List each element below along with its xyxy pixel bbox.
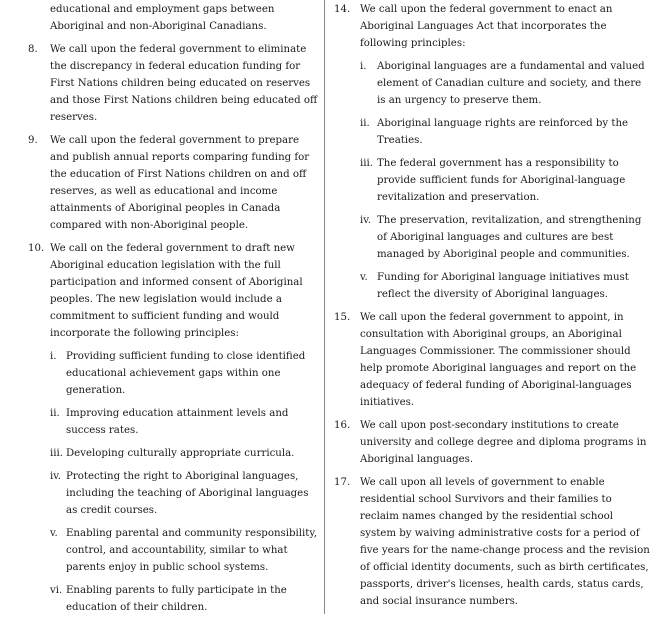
principle-item <box>334 58 650 109</box>
principle-item <box>334 115 650 149</box>
item-number: 16. <box>334 420 351 431</box>
principle-text: The preservation, revitalization, and strengthening of Aboriginal languages and cultures are best managed by Aboriginal people and communities. <box>377 215 642 260</box>
principle-number: i. <box>50 351 57 362</box>
item-text: We call upon the federal government to prepare and publish annual reports comparing funding for the education of First Nations children on and off reserves, as well as educational and income attainments of Aboriginal peoples in Canada compared with non-Aboriginal people. <box>50 135 310 231</box>
principle-item <box>0 405 318 439</box>
principle-number: i. <box>360 61 367 72</box>
right-column <box>334 0 650 616</box>
item-text: We call upon post-secondary institutions to create university and college degree and diploma programs in Aboriginal languages. <box>360 420 647 465</box>
principle-text: Enabling parents to fully participate in the education of their children. <box>66 585 287 613</box>
principle-item <box>0 468 318 519</box>
principles-list <box>334 58 650 303</box>
principle-number: iv. <box>50 471 62 482</box>
item-number: 9. <box>28 135 38 146</box>
principle-text: The federal government has a responsibility to provide sufficient funds for Aboriginal-language revitalization and preservation. <box>377 158 626 203</box>
call-to-action-17 <box>334 474 650 610</box>
principle-text: Enabling parental and community responsibility, control, and accountability, similar to what parents enjoy in public school systems. <box>66 528 318 573</box>
item-number: 8. <box>28 44 38 55</box>
item-text: We call upon the federal government to appoint, in consultation with Aboriginal groups, an Aboriginal Languages Commissioner. The commissioner should help promote Aboriginal languages and report on the adequacy of federal funding of Aboriginal-languages initiatives. <box>360 312 637 408</box>
continued-paragraph: educational and employment gaps between Aboriginal and non-Aboriginal Canadians. <box>50 4 275 32</box>
principle-number: ii. <box>50 408 60 419</box>
call-to-action-9 <box>0 132 318 234</box>
principle-number: vi. <box>50 585 63 596</box>
principle-number: iv. <box>360 215 372 226</box>
principle-number: iii. <box>50 448 64 459</box>
principle-number: ii. <box>360 118 370 129</box>
principles-list <box>0 348 318 616</box>
call-to-action-16 <box>334 417 650 468</box>
item-number: 14. <box>334 4 351 15</box>
call-to-action-15 <box>334 309 650 411</box>
item-number: 17. <box>334 477 351 488</box>
left-column <box>0 0 318 622</box>
principle-text: Developing culturally appropriate curricula. <box>66 448 295 459</box>
principle-item <box>0 445 318 462</box>
principle-text: Protecting the right to Aboriginal languages, including the teaching of Aboriginal languages as credit courses. <box>66 471 309 516</box>
principle-text: Aboriginal languages are a fundamental and valued element of Canadian culture and society, and there is an urgency to preserve them. <box>377 61 645 106</box>
column-divider <box>324 0 325 614</box>
item-number: 10. <box>28 243 45 254</box>
item-text: We call upon the federal government to enact an Aboriginal Languages Act that incorporates the following principles: <box>360 4 613 49</box>
principle-item <box>334 269 650 303</box>
principle-number: v. <box>50 528 58 539</box>
item-number: 15. <box>334 312 351 323</box>
item-text: We call on the federal government to draft new Aboriginal education legislation with the full participation and informed consent of Aboriginal peoples. The new legislation would include a commitment to sufficient funding and would incorporate the following principles: <box>50 243 303 339</box>
principle-text: Providing sufficient funding to close identified educational achievement gaps within one generation. <box>66 351 306 396</box>
principle-text: Improving education attainment levels and success rates. <box>66 408 289 436</box>
principle-item <box>0 525 318 576</box>
item-text: We call upon all levels of government to enable residential school Survivors and their families to reclaim names changed by the residential school system by waiving administrative costs for a period of five years for the name-change process and the revision of official identity documents, such as birth certificates, passports, driver's licenses, health cards, status cards, and social insurance numbers. <box>360 477 650 607</box>
principle-number: v. <box>360 272 368 283</box>
principle-item <box>334 212 650 263</box>
call-to-action-8 <box>0 41 318 126</box>
call-to-action-10 <box>0 240 318 342</box>
principle-text: Aboriginal language rights are reinforced by the Treaties. <box>377 118 629 146</box>
principle-number: iii. <box>360 158 374 169</box>
call-to-action-14 <box>334 1 650 52</box>
principle-item <box>0 582 318 616</box>
principle-text: Funding for Aboriginal language initiatives must reflect the diversity of Aboriginal languages. <box>377 272 629 300</box>
item-text: We call upon the federal government to eliminate the discrepancy in federal education funding for First Nations children being educated on reserves and those First Nations children being educated off reserves. <box>50 44 318 123</box>
principle-item <box>0 348 318 399</box>
principle-item <box>334 155 650 206</box>
